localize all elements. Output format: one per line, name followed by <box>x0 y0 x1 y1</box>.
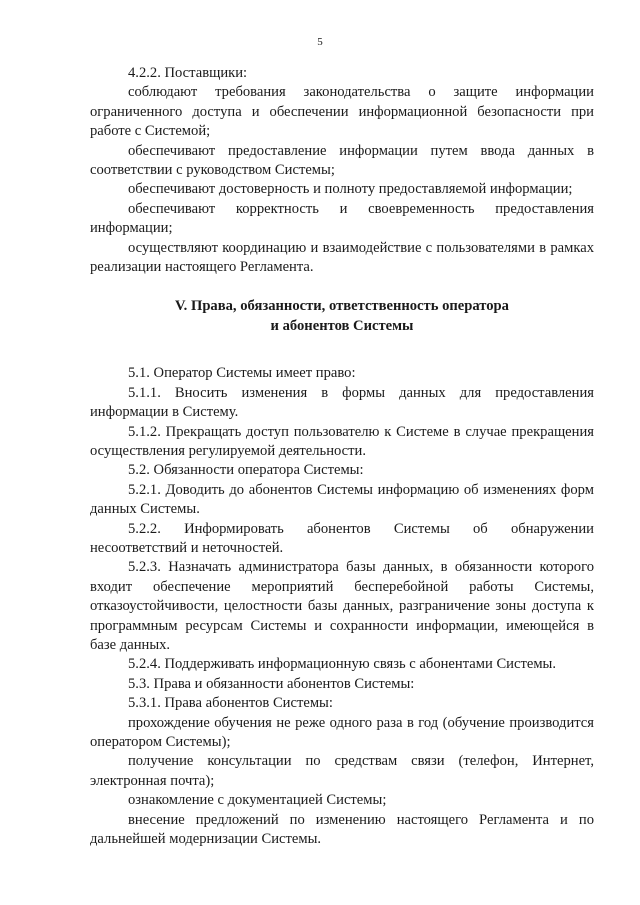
paragraph: 5.2.3. Назначать администратора базы данных, в обязанности которого входит обеспечение мероприятий бесперебойной работы Системы, отказоустойчивости, целостности базы данных, разграничение зоны доступа к программным ресурсам Системы и сохранности информации, имеющейся в базе данных. <box>90 559 594 653</box>
paragraph: 5.1. Оператор Системы имеет право: <box>128 365 356 382</box>
paragraph: 5.3. Права и обязанности абонентов Системы: <box>128 675 415 692</box>
paragraph: осуществляют координацию и взаимодействие с пользователями в рамках реализации настоящего Регламента. <box>90 239 594 276</box>
page-number: 5 <box>317 36 323 48</box>
paragraph: 5.1.2. Прекращать доступ пользователю к Системе в случае прекращения осуществления регулируемой деятельности. <box>90 423 594 459</box>
paragraph: 5.1.1. Вносить изменения в формы данных для предоставления информации в Систему. <box>90 384 594 421</box>
paragraph: обеспечивают предоставление информации путем ввода данных в соответствии с руководством Системы; <box>90 142 594 179</box>
section-heading-line-1: V. Права, обязанности, ответственность оператора <box>175 298 509 315</box>
section-heading <box>90 297 594 336</box>
paragraph: 5.2. Обязанности оператора Системы: <box>128 462 364 479</box>
section-heading-line-2: и абонентов Системы <box>270 317 414 334</box>
paragraph: соблюдают требования законодательства о защите информации ограниченного доступа и обеспечении информационной безопасности при работе с Системой; <box>90 84 594 140</box>
paragraph: прохождение обучения не реже одного раза в год (обучение производится оператором Системы); <box>90 714 594 750</box>
paragraph: 4.2.2. Поставщики: <box>128 65 248 81</box>
paragraph: получение консультации по средствам связи (телефон, Интернет, электронная почта); <box>90 753 594 789</box>
paragraph: 5.2.2. Информировать абонентов Системы об обнаружении несоответствий и неточностей. <box>90 520 594 556</box>
document-body <box>90 64 594 849</box>
paragraph: 5.3.1. Права абонентов Системы: <box>128 695 333 712</box>
paragraph: обеспечивают корректность и своевременность предоставления информации; <box>90 200 594 237</box>
paragraph: ознакомление с документацией Системы; <box>128 792 387 809</box>
paragraph: 5.2.4. Поддерживать информационную связь с абонентами Системы. <box>128 656 557 673</box>
paragraph: внесение предложений по изменению настоящего Регламента и по дальнейшей модернизации Системы. <box>90 811 594 848</box>
paragraph: 5.2.1. Доводить до абонентов Системы информацию об изменениях форм данных Системы. <box>90 481 594 518</box>
paragraph: обеспечивают достоверность и полноту предоставляемой информации; <box>128 181 573 198</box>
